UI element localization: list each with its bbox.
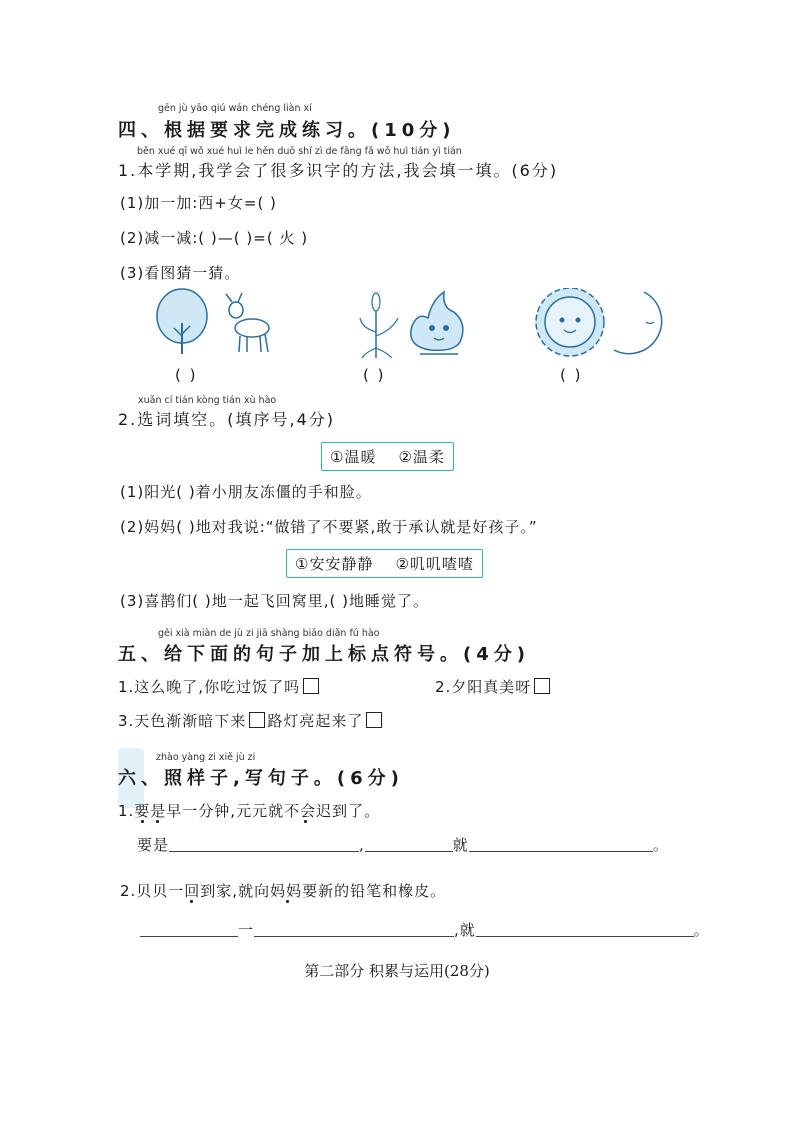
example2-answer-row	[140, 919, 710, 940]
emphasis-dot	[141, 820, 144, 823]
answer-end: 。	[652, 836, 669, 854]
fire-icon	[411, 292, 463, 354]
answer-blank[interactable]	[469, 837, 653, 852]
q1-text: 1.本学期,我学会了很多识字的方法,我会填一填。(6分)	[118, 161, 559, 180]
example1-sentence: 1.要是早一分钟,元元就不会迟到了。	[118, 802, 381, 820]
answer-blank[interactable]	[140, 922, 238, 937]
q2-sentence3: (3)喜鹊们( )地一起飞回窝里,( )地睡觉了。	[120, 592, 429, 610]
punct-sentence: 1.这么晚了,你吃过饭了吗	[118, 678, 301, 696]
section4-title: 四、根据要求完成练习。(10分)	[118, 120, 456, 141]
answer-yi: 一	[238, 921, 255, 939]
emphasis-dot	[190, 900, 193, 903]
picture2-answer-blank[interactable]: ( )	[363, 366, 386, 384]
q2-sentence2: (2)妈妈( )地对我说:“做错了不要紧,敢于承认就是好孩子。”	[120, 518, 538, 536]
answer-lead: 要是	[137, 836, 170, 854]
q2-sentence1: (1)阳光( )着小朋友冻僵的手和脸。	[120, 483, 372, 501]
punct-sentence: 路灯亮起来了	[267, 712, 364, 730]
punctuation-box[interactable]	[249, 712, 265, 728]
punctuation-box[interactable]	[303, 678, 319, 694]
punct-item-1	[118, 676, 319, 697]
q1-part2: (2)减一减:( )—( )=( 火 )	[120, 229, 309, 247]
tree-icon	[157, 289, 207, 354]
answer-end: 。	[693, 921, 710, 939]
example1-answer-row	[137, 834, 669, 855]
q1-pinyin: běn xué qī wǒ xué huì le hěn duō shí zì de fāng fǎ wǒ huì tián yì tián	[137, 146, 462, 157]
answer-blank[interactable]	[365, 837, 453, 852]
word-option: ②叽叽喳喳	[395, 555, 474, 573]
sun-moon-picture	[534, 288, 674, 358]
answer-blank[interactable]	[169, 837, 359, 852]
section6-pinyin: zhào yàng zi xiě jù zi	[156, 752, 256, 763]
punct-item-2	[435, 676, 550, 697]
wheat-fire-picture	[358, 288, 476, 360]
word-option: ①温暖	[330, 448, 377, 466]
section5-title: 五、给下面的句子加上标点符号。(4分)	[118, 644, 530, 665]
punctuation-box[interactable]	[534, 678, 550, 694]
word-option: ②温柔	[398, 448, 445, 466]
picture1-answer-blank[interactable]: ( )	[175, 366, 198, 384]
word-box-1	[321, 442, 454, 471]
q2-text: 2.选词填空。(填序号,4分)	[118, 410, 336, 429]
picture3-answer-blank[interactable]: ( )	[560, 366, 583, 384]
tree-goat-picture	[152, 288, 280, 358]
answer-jiu: 就	[452, 836, 469, 854]
section4-pinyin: gēn jù yāo qiú wán chéng liàn xí	[158, 103, 312, 114]
goat-icon	[226, 293, 269, 352]
q1-part3: (3)看图猜一猜。	[120, 264, 241, 282]
part-footer-title: 第二部分 积累与运用(28分)	[304, 962, 490, 980]
q1-part1: (1)加一加:西+女=( )	[120, 194, 277, 212]
section6-title: 六、照样子,写句子。(6分)	[118, 768, 404, 789]
emphasis-dot	[156, 820, 159, 823]
punct-item-3	[118, 710, 382, 731]
word-option: ①安安静静	[295, 555, 374, 573]
answer-blank[interactable]	[476, 922, 694, 937]
punct-sentence: 3.天色渐渐暗下来	[118, 712, 247, 730]
moon-icon	[614, 292, 662, 354]
section5-pinyin: gěi xià miàn de jù zi jiā shàng biāo diǎn fú hào	[158, 628, 380, 639]
answer-jiu: ,就	[454, 921, 476, 939]
example2-sentence: 2.贝贝一回到家,就向妈妈要新的铅笔和橡皮。	[120, 882, 447, 900]
q2-pinyin: xuǎn cí tián kòng tián xù hào	[138, 395, 277, 406]
wheat-icon	[360, 293, 398, 358]
emphasis-dot	[304, 820, 307, 823]
answer-blank[interactable]	[254, 922, 454, 937]
punct-sentence: 2.夕阳真美呀	[435, 678, 532, 696]
sun-icon	[536, 288, 604, 356]
punctuation-box[interactable]	[366, 712, 382, 728]
word-box-2	[286, 549, 483, 578]
emphasis-dot	[286, 900, 289, 903]
answer-comma: ,	[359, 836, 365, 854]
